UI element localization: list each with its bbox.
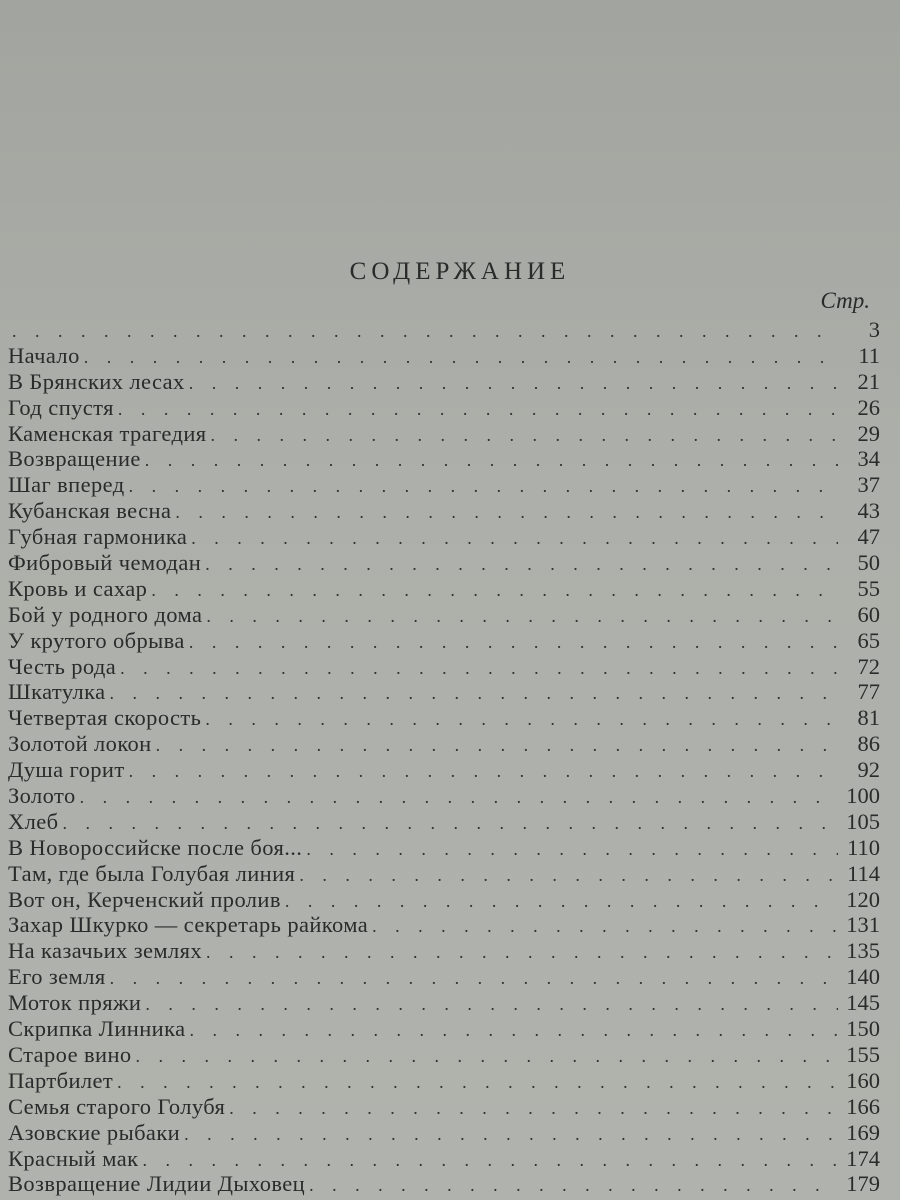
toc-entry [8, 990, 880, 1016]
dot-leader [156, 733, 838, 759]
dot-leader [12, 319, 838, 345]
toc-entry [8, 783, 880, 809]
toc-entry-page: 110 [847, 834, 880, 860]
dot-leader [372, 914, 838, 940]
toc-entry-title: Возвращение Лидии Дыховец [8, 1171, 306, 1197]
toc-entry-page: 11 [858, 342, 880, 368]
dot-leader [120, 656, 838, 682]
dot-leader [84, 345, 838, 371]
toc-entry-page: 72 [857, 653, 880, 679]
toc-entry-title: Возвращение [8, 446, 141, 472]
toc-entry [8, 887, 880, 913]
toc-entry [8, 1068, 880, 1094]
toc-entry [8, 861, 880, 887]
toc-entry-title: Бой у родного дома [8, 601, 203, 627]
toc-entry-title: Скрипка Линника [8, 1016, 186, 1042]
toc-entry-page: 86 [857, 731, 880, 757]
dot-leader [299, 863, 838, 889]
dot-leader [191, 526, 838, 552]
toc-entry-title: Старое вино [8, 1041, 132, 1067]
toc-entry-page: 105 [846, 808, 880, 834]
toc-entry [8, 446, 880, 472]
toc-entry-title: Фибровый чемодан [8, 550, 202, 576]
toc-entry [8, 912, 880, 938]
dot-leader [205, 707, 838, 733]
toc-entry-page: 81 [857, 705, 880, 731]
toc-entry-title: Хлеб [8, 808, 59, 834]
toc-entry-title: Азовские рыбаки [8, 1119, 181, 1145]
dot-leader [206, 940, 838, 966]
toc-entry [8, 705, 880, 731]
toc-entry [8, 576, 880, 602]
dot-leader [175, 500, 838, 526]
toc-entry-title: Шкатулка [8, 679, 106, 705]
toc-entry [8, 1042, 880, 1068]
toc-entry-page: 155 [846, 1041, 880, 1067]
toc-entry [8, 654, 880, 680]
dot-leader [110, 681, 839, 707]
dot-leader [189, 1018, 838, 1044]
toc-entry-title: Его земля [8, 964, 106, 990]
dot-leader [211, 423, 838, 449]
toc-entry-title: Вот он, Керченский пролив [8, 886, 281, 912]
dot-leader [189, 371, 838, 397]
toc-entry-title: Начало [8, 342, 80, 368]
toc-entry-title: Красный мак [8, 1145, 139, 1171]
toc-entry-title: Душа горит [8, 757, 125, 783]
toc-entry-page: 47 [857, 524, 880, 550]
toc-entry-page: 166 [846, 1093, 880, 1119]
toc-entry [8, 602, 880, 628]
toc-entry [8, 395, 880, 421]
toc-entry [8, 964, 880, 990]
dot-leader [309, 1173, 838, 1199]
toc-entry [8, 628, 880, 654]
toc-entry-page: 131 [846, 912, 880, 938]
toc-entry-title: Губная гармоника [8, 524, 188, 550]
toc-entry-page: 37 [857, 472, 880, 498]
toc-entry-page: 150 [846, 1016, 880, 1042]
toc-entry [8, 317, 880, 343]
toc-entry [8, 343, 880, 369]
dot-leader [110, 966, 838, 992]
dot-leader [306, 837, 838, 863]
toc-entry-page: 43 [857, 498, 880, 524]
dot-leader [117, 1070, 838, 1096]
toc-entry-page: 77 [857, 679, 880, 705]
toc-entry-page: 60 [857, 601, 880, 627]
page-column-label: Стр. [820, 288, 870, 313]
toc-entry [8, 1171, 880, 1197]
toc-entry [8, 498, 880, 524]
toc-entry-title: Там, где была Голубая линия [8, 860, 296, 886]
toc-entry-title: Честь рода [8, 653, 117, 679]
toc-entry-page: 140 [846, 964, 880, 990]
toc-entry-title: Моток пряжи [8, 990, 142, 1016]
toc-entry-title: Каменская трагедия [8, 420, 207, 446]
toc-entry-title: Семья старого Голубя [8, 1093, 226, 1119]
toc-entry-page: 174 [846, 1145, 880, 1171]
dot-leader [129, 759, 838, 785]
toc-entry-title: Шаг вперед [8, 472, 125, 498]
toc-entry-page: 3 [868, 317, 880, 342]
toc-entry-page: 145 [846, 990, 880, 1016]
toc-entry [8, 809, 880, 835]
toc-entry-page: 34 [857, 446, 880, 472]
dot-leader [145, 992, 838, 1018]
toc-entry-page: 160 [846, 1067, 880, 1093]
toc-entry [8, 369, 880, 395]
dot-leader [285, 889, 838, 915]
toc-entry-page: 50 [857, 550, 880, 576]
toc-entry-title: В Новороссийске после боя... [8, 834, 303, 860]
dot-leader [63, 811, 838, 837]
dot-leader [205, 552, 838, 578]
toc-entry-title: Партбилет [8, 1067, 114, 1093]
toc-entry [8, 421, 880, 447]
toc-entry-page: 169 [846, 1119, 880, 1145]
dot-leader [118, 397, 838, 423]
toc-entry-title: В Брянских лесах [8, 368, 185, 394]
table-of-contents [8, 317, 880, 1197]
toc-entry-title: Год спустя [8, 394, 114, 420]
page-title: СОДЕРЖАНИЕ [349, 258, 571, 285]
toc-entry-title: На казачьих землях [8, 938, 203, 964]
toc-entry-title: Золото [8, 783, 76, 809]
toc-entry-page: 114 [847, 860, 880, 886]
dot-leader [80, 785, 838, 811]
toc-entry-page: 120 [846, 886, 880, 912]
toc-entry [8, 1094, 880, 1120]
toc-entry [8, 679, 880, 705]
toc-entry [8, 1120, 880, 1146]
toc-entry-title: Кровь и сахар [8, 575, 148, 601]
toc-entry [8, 472, 880, 498]
toc-entry-title: Четвертая скорость [8, 705, 202, 731]
dot-leader [229, 1096, 838, 1122]
dot-leader [151, 578, 838, 604]
toc-entry-page: 100 [846, 783, 880, 809]
toc-entry-page: 21 [857, 368, 880, 394]
toc-entry-title: Кубанская весна [8, 498, 172, 524]
toc-entry [8, 757, 880, 783]
toc-entry [8, 835, 880, 861]
toc-entry-title: Захар Шкурко — секретарь райкома [8, 912, 369, 938]
toc-entry [8, 1146, 880, 1172]
toc-entry-title: Золотой локон [8, 731, 152, 757]
toc-entry [8, 731, 880, 757]
toc-entry-page: 92 [857, 757, 880, 783]
toc-entry-page: 135 [846, 938, 880, 964]
dot-leader [142, 1148, 838, 1174]
toc-entry-page: 179 [846, 1171, 880, 1197]
toc-entry-page: 65 [857, 627, 880, 653]
dot-leader [184, 1122, 838, 1148]
toc-entry [8, 550, 880, 576]
dot-leader [129, 474, 838, 500]
dot-leader [145, 448, 838, 474]
toc-entry-page: 29 [857, 420, 880, 446]
dot-leader [189, 630, 838, 656]
toc-entry-title: У крутого обрыва [8, 627, 185, 653]
toc-entry-page: 55 [857, 575, 880, 601]
toc-entry-page: 26 [857, 394, 880, 420]
toc-entry [8, 938, 880, 964]
dot-leader [136, 1044, 838, 1070]
dot-leader [206, 604, 838, 630]
toc-entry [8, 1016, 880, 1042]
toc-entry [8, 524, 880, 550]
